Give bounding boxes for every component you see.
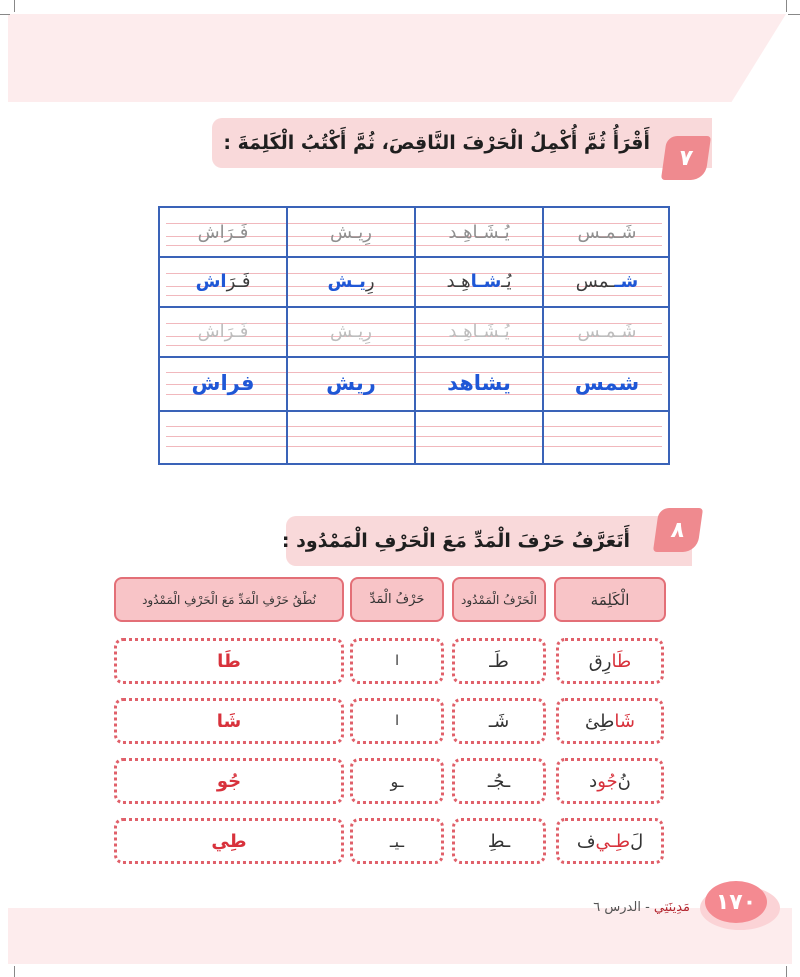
extended-letter-box: ـجُـ — [452, 758, 546, 804]
madd-letter-box: ـيـ — [350, 818, 444, 864]
exercise8-title-bar — [281, 516, 692, 566]
madd-letter-box: ا — [350, 638, 444, 684]
crop-mark — [786, 0, 787, 12]
madd-letter-box: ا — [350, 698, 444, 744]
crop-mark — [14, 0, 15, 12]
written-word: شمس — [574, 371, 640, 395]
page-number: ١٧٠ — [705, 881, 767, 923]
grid-divider — [160, 256, 668, 258]
exercise7-title-bar — [212, 118, 712, 168]
trace-word: يُـشَـاهِـد — [448, 320, 510, 342]
extended-letter-box: شَـ — [452, 698, 546, 744]
trace-word: فَـرَاش — [197, 221, 249, 243]
footer-lesson-label: مَدِينَتِي - الدرس ٦ — [593, 900, 690, 915]
completed-word: فَـرَ اش — [195, 270, 251, 292]
bottom-decorative-band — [8, 908, 792, 964]
header-pronunciation: نُطْقُ حَرْفِ الْمَدِّ مَعَ الْحَرْفِ الْمَمْدُود — [114, 577, 344, 622]
trace-word: رِيـش — [330, 320, 372, 342]
grid-divider — [160, 306, 668, 308]
crop-mark — [786, 966, 787, 977]
header-madd-letter: حَرْفُ الْمَدِّ — [350, 577, 444, 622]
grid-divider — [160, 356, 668, 358]
crop-mark — [0, 14, 10, 15]
trace-word: فَـرَاش — [197, 320, 249, 342]
pronunciation-box: شَا — [114, 698, 344, 744]
extended-letter-box: طَـ — [452, 638, 546, 684]
trace-word: يُـشَـاهِـد — [448, 221, 510, 243]
word-box: طَا رِق — [556, 638, 664, 684]
exercise8-instruction: أَتَعَرَّفُ حَرْفَ الْمَدِّ مَعَ الْحَرْفِ الْمَمْدُود : — [281, 530, 630, 552]
pronunciation-box: طِي — [114, 818, 344, 864]
word-box: نُ جُو د — [556, 758, 664, 804]
pronunciation-box: جُو — [114, 758, 344, 804]
madd-letter-box: ـو — [350, 758, 444, 804]
crop-mark — [14, 966, 15, 977]
trace-word: رِيـش — [330, 221, 372, 243]
grid-divider — [160, 410, 668, 412]
completed-word: رِ يـش — [327, 270, 375, 292]
writing-practice-grid — [158, 206, 670, 465]
written-word: فراش — [191, 371, 255, 395]
top-decorative-band — [8, 14, 786, 102]
word-box: شَا طِئ — [556, 698, 664, 744]
trace-word: شَـمـس — [577, 221, 637, 243]
crop-mark — [788, 14, 800, 15]
written-word: يشاهد — [447, 371, 511, 395]
header-extended-letter: الْحَرْفُ الْمَمْدُود — [452, 577, 546, 622]
completed-word: شـ ـمس — [575, 270, 639, 292]
written-word: ريش — [326, 371, 376, 395]
completed-word: يُـ شـا هِـد — [446, 270, 512, 292]
word-box: لَ طِـي ف — [556, 818, 664, 864]
exercise7-number-badge: ٧ — [661, 136, 711, 180]
exercise8-number-badge: ٨ — [653, 508, 703, 552]
trace-word: شَـمـس — [577, 320, 637, 342]
extended-letter-box: ـطِ — [452, 818, 546, 864]
exercise7-instruction: أَقْرَأُ ثُمَّ أُكْمِلُ الْحَرْفَ النَّاقِصَ، ثُمَّ أَكْتُبُ الْكَلِمَةَ : — [223, 132, 650, 154]
pronunciation-box: طَا — [114, 638, 344, 684]
header-word: الْكَلِمَة — [554, 577, 666, 622]
